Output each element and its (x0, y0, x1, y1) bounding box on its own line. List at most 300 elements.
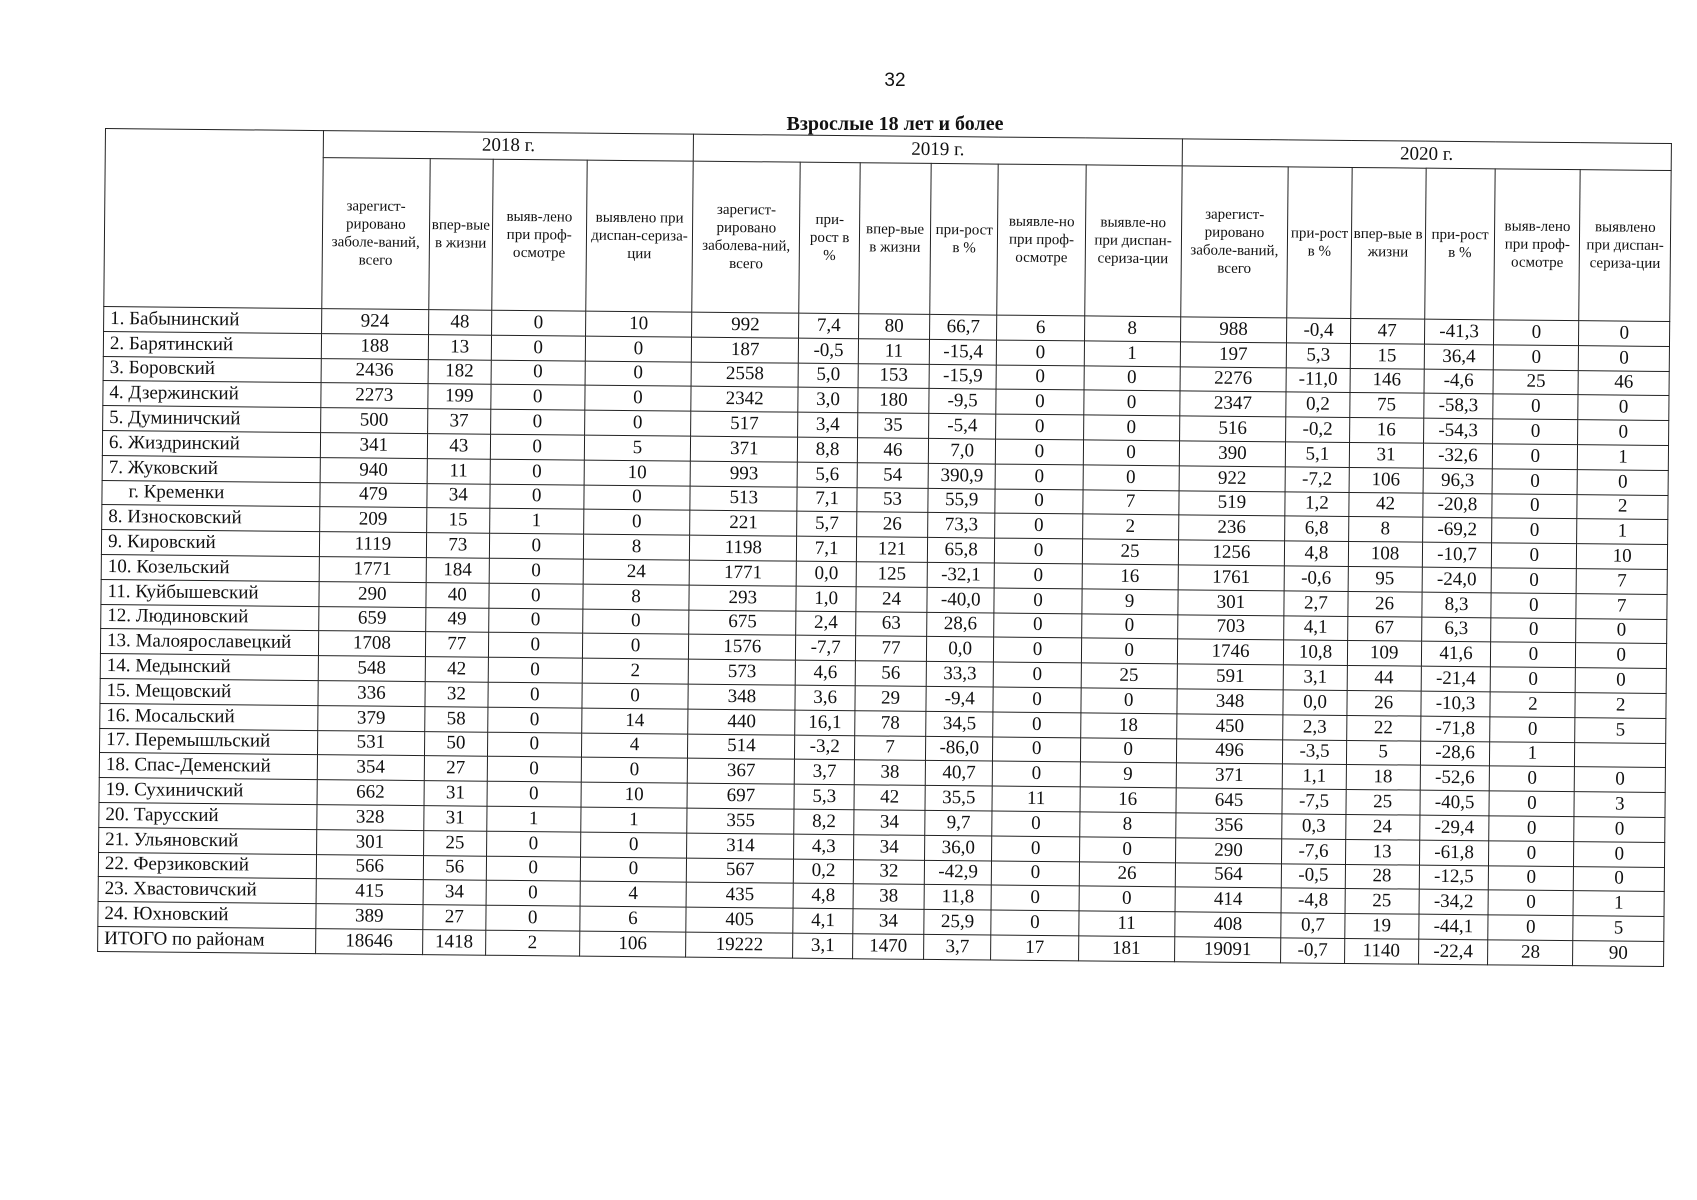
value-cell: 0 (582, 609, 689, 635)
value-cell: 0 (583, 485, 690, 511)
value-cell: 390 (1179, 441, 1286, 467)
value-cell: -69,2 (1422, 518, 1492, 543)
value-cell: 0 (486, 881, 580, 907)
value-cell: 0 (487, 757, 581, 783)
value-cell: 6,3 (1421, 617, 1491, 642)
value-cell: 0 (487, 781, 581, 807)
value-cell: 0 (585, 361, 692, 387)
value-cell: 29 (855, 686, 926, 711)
value-cell: 0 (1488, 890, 1573, 916)
value-cell: 1140 (1344, 938, 1418, 964)
value-cell: 356 (1175, 813, 1282, 839)
value-cell: 34 (423, 880, 486, 905)
value-cell: 11 (427, 458, 490, 483)
value-cell: -7,7 (796, 636, 856, 661)
value-cell: 53 (857, 487, 928, 512)
value-cell: -86,0 (925, 736, 993, 761)
value-cell: 7,0 (928, 438, 996, 463)
value-cell: 0 (580, 832, 687, 858)
value-cell: 0 (1577, 469, 1668, 495)
value-cell: 8 (1348, 517, 1422, 543)
value-cell: 0 (491, 310, 585, 336)
year-2020-header: 2020 г. (1182, 139, 1672, 171)
value-cell: 65,8 (927, 538, 995, 563)
value-cell: 496 (1176, 738, 1283, 764)
value-cell: 0 (486, 856, 580, 882)
value-cell: 0 (1493, 444, 1578, 470)
value-cell: 0 (1489, 841, 1574, 867)
value-cell: 0 (994, 637, 1081, 663)
value-cell: 0 (1578, 420, 1669, 446)
value-cell: 49 (425, 607, 488, 632)
region-name-cell: г. Кременки (102, 480, 320, 507)
value-cell: 5 (1573, 916, 1664, 942)
value-cell: 3,6 (795, 685, 855, 710)
value-cell: 42 (425, 657, 488, 682)
value-cell: -41,3 (1424, 319, 1494, 344)
column-header-2018-1: зарегист-рировано заболе-ваний, всего (322, 158, 430, 310)
value-cell: 514 (688, 734, 795, 760)
value-cell: 7,1 (797, 536, 857, 561)
value-cell: -15,4 (929, 339, 997, 364)
value-cell: 1256 (1178, 540, 1285, 566)
value-cell: 0 (996, 464, 1083, 490)
value-cell: 513 (690, 486, 797, 512)
value-cell: 0 (1083, 390, 1179, 416)
value-cell: 4 (581, 733, 688, 759)
value-cell: 2273 (321, 383, 428, 409)
value-cell: 46 (1578, 370, 1669, 396)
value-cell: 77 (425, 632, 488, 657)
value-cell: 47 (1350, 318, 1424, 344)
value-cell: 22 (1346, 715, 1420, 741)
value-cell: -0,5 (1282, 863, 1345, 888)
value-cell: 67 (1347, 616, 1421, 642)
value-cell: 55,9 (928, 488, 996, 513)
value-cell: 0 (995, 563, 1082, 589)
value-cell: 591 (1177, 664, 1284, 690)
column-header-2019-3: впер-вые в жизни (859, 163, 931, 315)
value-cell: -0,7 (1281, 938, 1344, 963)
value-cell: 0 (1494, 345, 1579, 371)
column-header-2019-5: выявле-но при проф-осмотре (997, 164, 1086, 316)
value-cell: 0 (1491, 568, 1576, 594)
value-cell: 0 (1080, 737, 1176, 763)
value-cell: 0 (997, 340, 1084, 366)
value-cell: 4,8 (793, 883, 853, 908)
value-cell: 8,2 (794, 809, 854, 834)
value-cell: 0 (489, 533, 583, 559)
value-cell: 56 (855, 661, 926, 686)
value-cell: 25 (1493, 369, 1578, 395)
value-cell: 354 (317, 755, 424, 781)
column-header-2019-6: выявле-но при диспан-сериза-ции (1084, 165, 1181, 317)
value-cell: 0 (1579, 321, 1670, 347)
value-cell: 16 (1080, 787, 1176, 813)
value-cell: 1119 (319, 532, 426, 558)
value-cell: 0 (1083, 415, 1179, 441)
value-cell: 18 (1080, 713, 1176, 739)
value-cell: 1 (580, 807, 687, 833)
value-cell: 6 (997, 315, 1084, 341)
value-cell: 108 (1348, 542, 1422, 568)
value-cell: 32 (853, 859, 924, 884)
value-cell: 988 (1180, 317, 1287, 343)
value-cell: 0 (996, 439, 1083, 465)
value-cell: 348 (1177, 689, 1284, 715)
value-cell: -4,6 (1424, 369, 1494, 394)
value-cell: 2436 (321, 358, 428, 384)
value-cell: -32,1 (927, 562, 995, 587)
region-name-cell: 17. Перемышльский (100, 728, 318, 755)
value-cell: 9 (1082, 589, 1178, 615)
value-cell: 13 (1345, 839, 1419, 865)
value-cell: 25 (1346, 790, 1420, 816)
value-cell: -54,3 (1423, 418, 1493, 443)
year-2018-header: 2018 г. (323, 131, 694, 162)
value-cell: 221 (690, 511, 797, 537)
value-cell: 0 (486, 905, 580, 931)
value-cell: 25,9 (924, 910, 992, 935)
region-name-cell: 23. Хвастовичский (98, 877, 316, 904)
value-cell: 121 (856, 537, 927, 562)
value-cell: 0,0 (1283, 690, 1346, 715)
value-cell: 0,2 (1286, 392, 1349, 417)
value-cell: 314 (687, 833, 794, 859)
value-cell: 7,1 (797, 487, 857, 512)
value-cell: 293 (689, 585, 796, 611)
region-name-cell: 8. Износковский (102, 505, 320, 532)
value-cell: 66,7 (929, 314, 997, 339)
value-cell: 3,1 (793, 933, 853, 958)
value-cell: 0 (1492, 518, 1577, 544)
value-cell: 0 (1084, 366, 1180, 392)
value-cell: 2 (1575, 693, 1666, 719)
value-cell: 27 (424, 756, 487, 781)
value-cell: 992 (692, 312, 799, 338)
value-cell: 17 (991, 935, 1078, 961)
value-cell: 519 (1178, 490, 1285, 516)
value-cell: 500 (321, 408, 428, 434)
value-cell: 15 (1350, 343, 1424, 369)
year-2019-header: 2019 г. (694, 134, 1182, 166)
value-cell: 703 (1177, 614, 1284, 640)
value-cell: 0 (584, 386, 691, 412)
value-cell: -7,5 (1282, 789, 1345, 814)
value-cell: 4,6 (795, 660, 855, 685)
value-cell: 0 (488, 633, 582, 659)
value-cell: 440 (688, 709, 795, 735)
region-name-cell: 12. Людиновский (101, 604, 319, 631)
value-cell: 0 (993, 737, 1080, 763)
value-cell: -28,6 (1420, 741, 1490, 766)
value-cell: 371 (691, 436, 798, 462)
value-cell: 0 (1490, 766, 1575, 792)
region-name-cell: 22. Ферзиковский (98, 852, 316, 879)
value-cell: 1470 (853, 934, 924, 959)
value-cell: 16,1 (795, 710, 855, 735)
value-cell: 5,6 (797, 462, 857, 487)
value-cell: 5 (1575, 717, 1666, 743)
value-cell: 0 (486, 831, 580, 857)
region-name-cell: 4. Дзержинский (103, 381, 321, 408)
statistics-table (97, 128, 1672, 967)
value-cell: 0 (1579, 345, 1670, 371)
value-cell: 0 (581, 757, 688, 783)
value-cell: 0 (488, 657, 582, 683)
value-cell: 0 (992, 885, 1079, 911)
value-cell: 662 (317, 780, 424, 806)
value-cell: 0 (996, 414, 1083, 440)
value-cell: 0 (489, 558, 583, 584)
value-cell: 2558 (691, 362, 798, 388)
value-cell: 9,7 (925, 810, 993, 835)
value-cell: 0 (993, 687, 1080, 713)
value-cell: 993 (690, 461, 797, 487)
value-cell: 0 (1492, 543, 1577, 569)
value-cell: 0 (583, 509, 690, 535)
column-header-2019-4: при-рост в % (930, 163, 999, 315)
value-cell: -34,2 (1419, 889, 1489, 914)
region-name-cell: 16. Мосальский (100, 703, 318, 730)
value-cell: 10 (585, 311, 692, 337)
value-cell: 0 (490, 459, 584, 485)
value-cell: 408 (1174, 912, 1281, 938)
value-cell: 36,4 (1424, 344, 1494, 369)
value-cell: 31 (424, 781, 487, 806)
value-cell: 95 (1348, 566, 1422, 592)
value-cell: -3,2 (795, 735, 855, 760)
value-cell: -0,2 (1286, 417, 1349, 442)
value-cell: -9,5 (929, 389, 997, 414)
value-cell: 28 (1345, 864, 1419, 890)
value-cell: 0 (488, 707, 582, 733)
value-cell: 517 (691, 411, 798, 437)
value-cell: 0 (995, 538, 1082, 564)
column-header-2020-1: зарегист-рировано заболе-ваний, всего (1180, 166, 1288, 318)
value-cell: -71,8 (1420, 716, 1490, 741)
value-cell: 0 (489, 583, 583, 609)
value-cell: 290 (1175, 838, 1282, 864)
value-cell: 28,6 (927, 612, 995, 637)
value-cell: 0 (992, 836, 1079, 862)
value-cell: 0 (991, 910, 1078, 936)
column-header-2020-2: при-рост в % (1287, 167, 1352, 319)
value-cell: 3,4 (798, 412, 858, 437)
value-cell: 371 (1176, 763, 1283, 789)
region-name-cell: 7. Жуковский (102, 455, 320, 482)
value-cell: 1 (1578, 445, 1669, 471)
value-cell: 1746 (1177, 639, 1284, 665)
region-column-header (104, 129, 324, 309)
value-cell: 43 (427, 434, 490, 459)
value-cell: 1771 (690, 560, 797, 586)
region-name-cell: 19. Сухиничский (99, 778, 317, 805)
value-cell: 184 (426, 558, 489, 583)
value-cell: 16 (1349, 418, 1423, 444)
value-cell: 4,3 (794, 834, 854, 859)
value-cell: 2276 (1180, 366, 1287, 392)
value-cell: 0 (491, 385, 585, 411)
value-cell: 8 (583, 584, 690, 610)
value-cell: 35,5 (925, 786, 993, 811)
value-cell: 1 (1490, 741, 1575, 767)
value-cell: -32,6 (1423, 443, 1493, 468)
value-cell: 0 (487, 732, 581, 758)
value-cell: 0 (1083, 465, 1179, 491)
value-cell: 63 (856, 611, 927, 636)
value-cell: 1418 (422, 930, 485, 955)
value-cell: 56 (423, 855, 486, 880)
value-cell: 26 (1346, 690, 1420, 716)
value-cell: 0 (491, 360, 585, 386)
value-cell: -58,3 (1423, 394, 1493, 419)
value-cell: -0,6 (1284, 566, 1347, 591)
value-cell: 35 (858, 413, 929, 438)
value-cell: 11 (858, 339, 929, 364)
column-header-2019-1: зарегист-рировано заболева-ний, всего (692, 161, 800, 313)
region-name-cell: 20. Тарусский (99, 802, 317, 829)
value-cell: 1 (487, 806, 581, 832)
value-cell: 153 (858, 363, 929, 388)
value-cell: 109 (1347, 641, 1421, 667)
value-cell: -4,8 (1281, 888, 1344, 913)
value-cell: 10 (581, 782, 688, 808)
value-cell: 8,3 (1422, 592, 1492, 617)
value-cell: 0 (1493, 394, 1578, 420)
value-cell: 675 (689, 610, 796, 636)
value-cell: 0 (490, 409, 584, 435)
value-cell: 125 (856, 562, 927, 587)
value-cell: -7,2 (1285, 467, 1348, 492)
value-cell: 41,6 (1421, 642, 1491, 667)
region-name-cell: 13. Малоярославецкий (100, 629, 318, 656)
value-cell: 0 (1574, 841, 1665, 867)
value-cell: 8 (583, 534, 690, 560)
value-cell: -61,8 (1419, 840, 1489, 865)
value-cell: 46 (857, 438, 928, 463)
value-cell: -11,0 (1286, 367, 1349, 392)
value-cell: 573 (689, 659, 796, 685)
value-cell: 301 (1177, 590, 1284, 616)
region-name-cell: 11. Куйбышевский (101, 579, 319, 606)
value-cell: 90 (1573, 941, 1664, 967)
value-cell: 24 (583, 559, 690, 585)
value-cell: 0 (1492, 493, 1577, 519)
value-cell: 0 (992, 811, 1079, 837)
value-cell: 3,7 (794, 759, 854, 784)
table-header (104, 129, 1672, 322)
value-cell: 405 (686, 907, 793, 933)
value-cell: 8 (1084, 316, 1180, 342)
region-name-cell: 5. Думиничский (103, 406, 321, 433)
value-cell: 2347 (1179, 391, 1286, 417)
value-cell: 1,2 (1285, 491, 1348, 516)
value-cell: 26 (857, 512, 928, 537)
region-name-cell: 18. Спас-Деменский (99, 753, 317, 780)
value-cell: 564 (1175, 862, 1282, 888)
value-cell: 10,8 (1284, 640, 1347, 665)
value-cell: 1 (1084, 341, 1180, 367)
value-cell: 106 (579, 931, 686, 957)
value-cell: 290 (319, 581, 426, 607)
value-cell: 548 (318, 656, 425, 682)
value-cell: 2342 (691, 387, 798, 413)
value-cell: 182 (428, 359, 491, 384)
value-cell: 0 (1081, 638, 1177, 664)
value-cell: 0 (994, 588, 1081, 614)
value-cell: 1 (1573, 891, 1664, 917)
value-cell: 1,0 (796, 586, 856, 611)
value-cell: 0 (1574, 866, 1665, 892)
value-cell: -15,9 (929, 364, 997, 389)
value-cell: 0,0 (796, 561, 856, 586)
value-cell: 0 (1494, 320, 1579, 346)
value-cell: 0 (1081, 613, 1177, 639)
value-cell: 7 (1576, 569, 1667, 595)
value-cell: 924 (321, 309, 428, 335)
value-cell: 0 (1578, 395, 1669, 421)
value-cell: -52,6 (1420, 765, 1490, 790)
value-cell: -0,4 (1287, 318, 1350, 343)
value-cell: 0 (996, 389, 1083, 415)
value-cell: 40,7 (925, 761, 993, 786)
value-cell: 0 (1491, 642, 1576, 668)
value-cell: 26 (1347, 591, 1421, 617)
value-cell: 0,2 (793, 859, 853, 884)
value-cell: 15 (426, 508, 489, 533)
value-cell: 0 (489, 608, 583, 634)
value-cell: 2,7 (1284, 591, 1347, 616)
value-cell: -22,4 (1418, 939, 1488, 964)
value-cell: -21,4 (1421, 666, 1491, 691)
value-cell: 567 (687, 858, 794, 884)
value-cell: 11 (1078, 911, 1174, 937)
value-cell: 341 (320, 433, 427, 459)
value-cell: 0 (997, 365, 1084, 391)
value-cell: 450 (1176, 714, 1283, 740)
value-cell: 4 (580, 881, 687, 907)
value-cell: 0 (992, 861, 1079, 887)
value-cell: 13 (428, 334, 491, 359)
value-cell: 0 (488, 682, 582, 708)
region-name-cell: 3. Боровский (103, 356, 321, 383)
column-header-2019-2: при-рост в % (799, 162, 860, 314)
value-cell: 0 (993, 712, 1080, 738)
value-cell: 0,7 (1281, 913, 1344, 938)
value-cell: 188 (321, 333, 428, 359)
value-cell: 96,3 (1423, 468, 1493, 493)
column-header-2018-2: впер-вые в жизни (428, 159, 493, 311)
value-cell: 301 (316, 829, 423, 855)
value-cell: -0,5 (798, 338, 858, 363)
column-header-2020-6: выявлено при диспан-сериза-ции (1579, 170, 1671, 322)
value-cell: -10,7 (1422, 542, 1492, 567)
value-cell: 0 (1576, 618, 1667, 644)
value-cell: 435 (686, 882, 793, 908)
value-cell: 336 (318, 681, 425, 707)
value-cell: 415 (316, 879, 423, 905)
value-cell: 73 (426, 533, 489, 558)
region-name-cell: 1. Бабынинский (104, 306, 322, 333)
value-cell: 3,0 (798, 388, 858, 413)
value-cell: 5,0 (798, 363, 858, 388)
value-cell: 0 (995, 489, 1082, 515)
value-cell: 25 (1081, 663, 1177, 689)
value-cell: 36,0 (924, 835, 992, 860)
value-cell: 0 (490, 484, 584, 510)
value-cell: 38 (853, 884, 924, 909)
